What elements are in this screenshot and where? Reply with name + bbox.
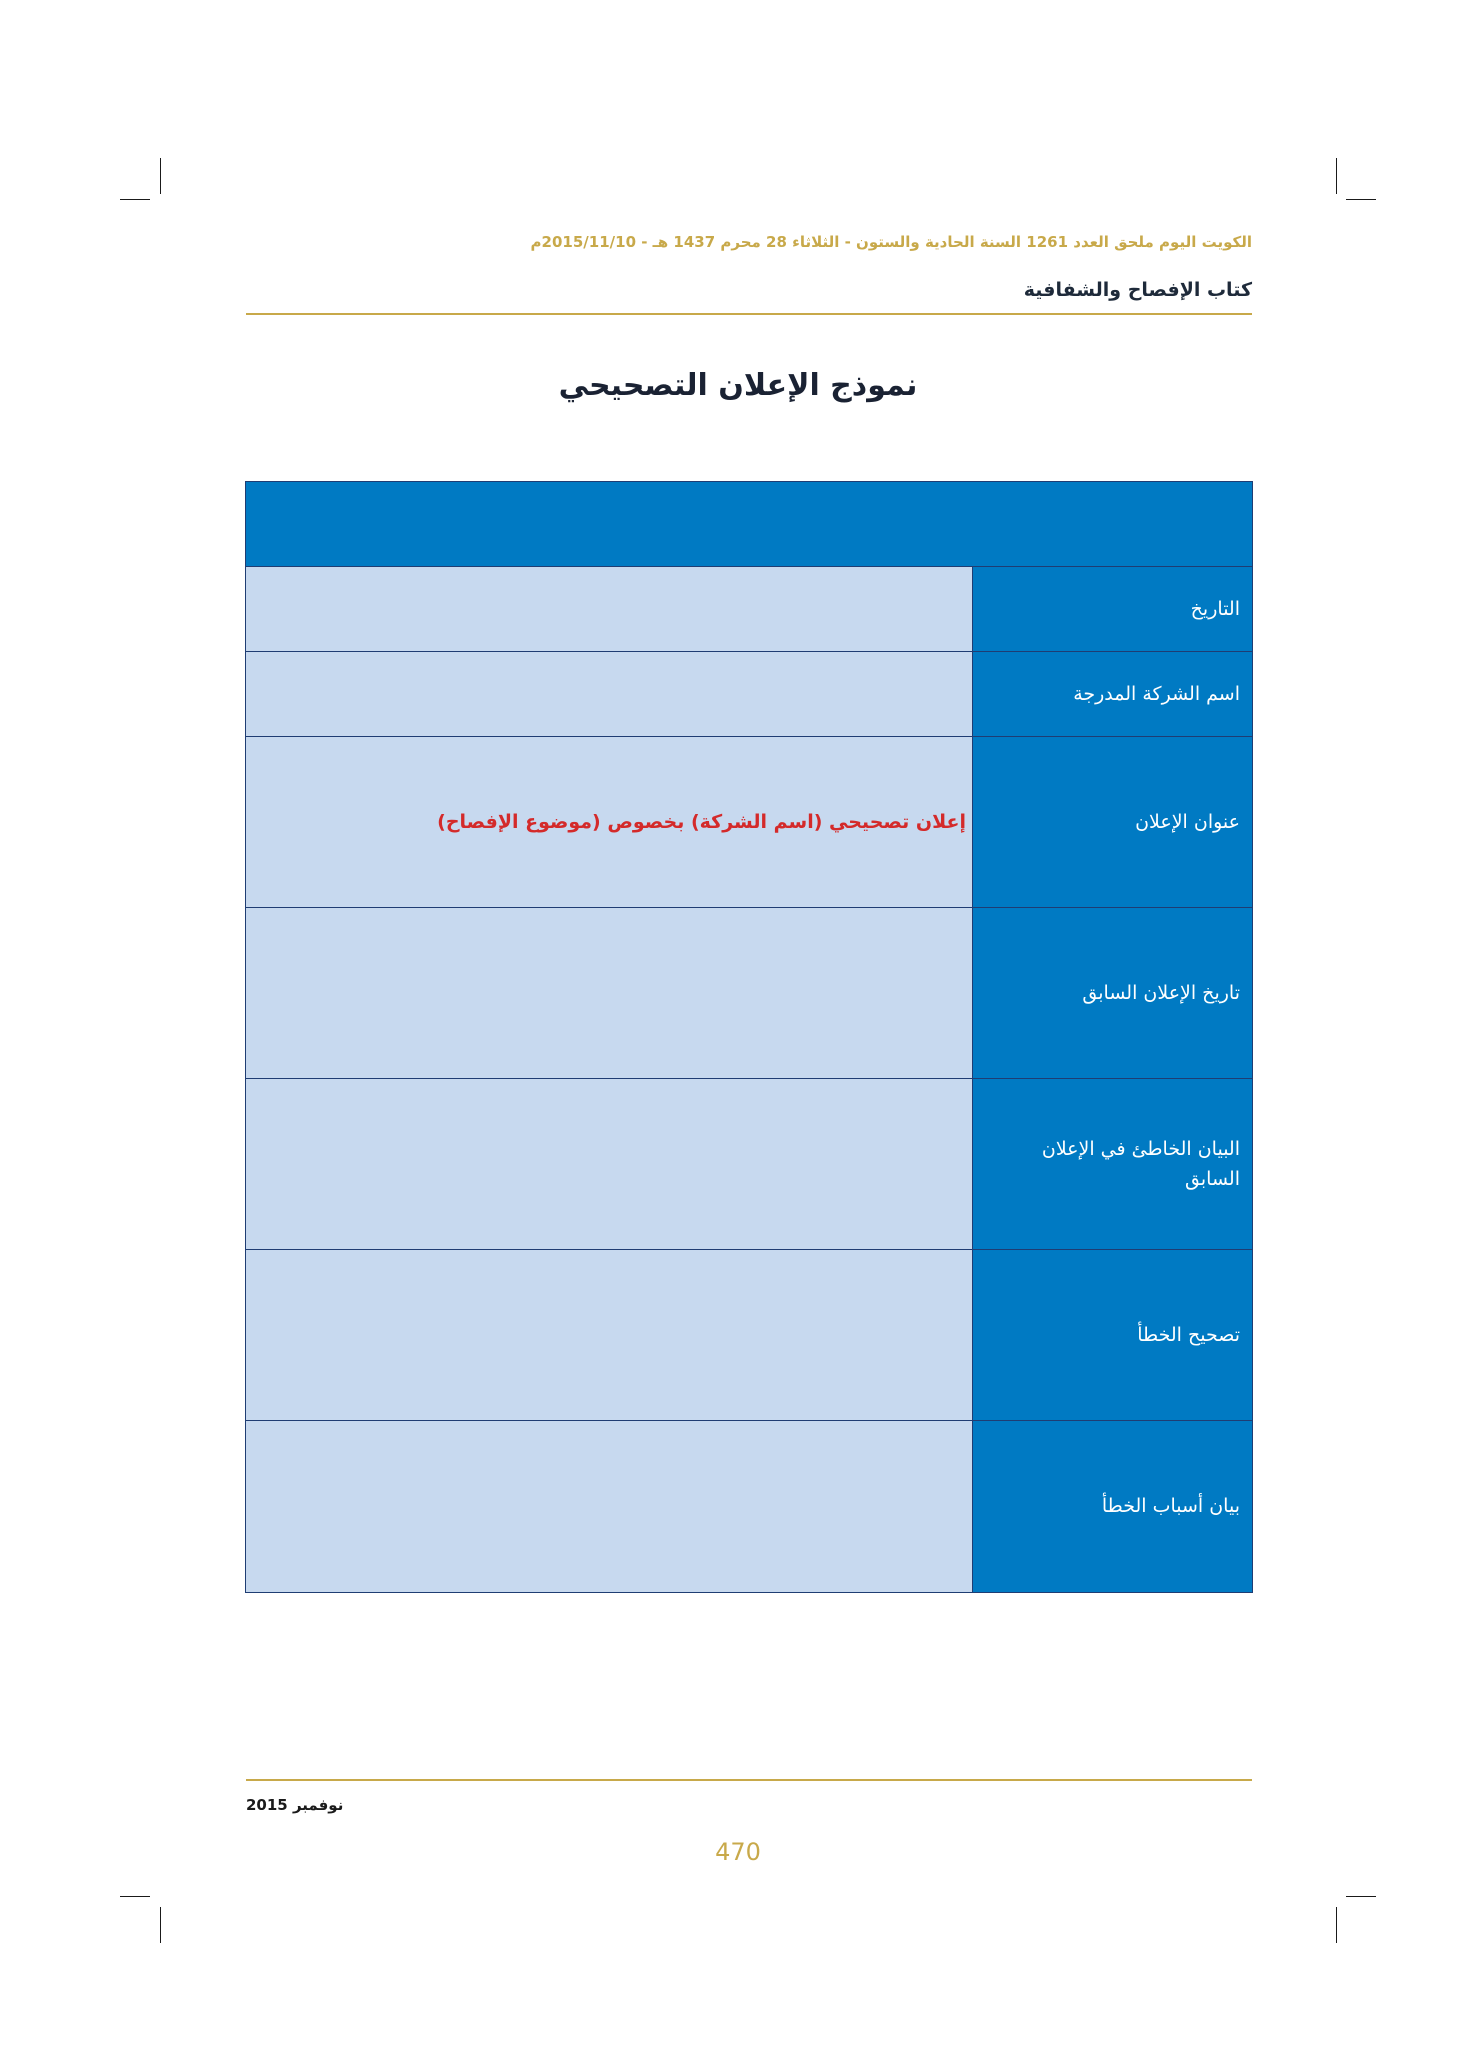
header-rule	[246, 313, 1252, 315]
row-label: اسم الشركة المدرجة	[972, 652, 1252, 736]
crop-mark-top-left-h	[120, 199, 150, 200]
form-row-error-correction	[246, 1250, 1252, 1421]
form-row-previous-date	[246, 908, 1252, 1079]
row-label: تاريخ الإعلان السابق	[972, 908, 1252, 1078]
row-value	[246, 1421, 972, 1592]
row-value	[246, 567, 972, 651]
form-title: نموذج الإعلان التصحيحي	[558, 368, 918, 403]
form-row-wrong-statement	[246, 1079, 1252, 1250]
row-value	[246, 908, 972, 1078]
form-row-company-name	[246, 652, 1252, 737]
form-header-band	[246, 482, 1252, 567]
row-label: البيان الخاطئ في الإعلان السابق	[972, 1079, 1252, 1249]
page-number: 470	[715, 1838, 761, 1866]
form-row-error-reasons	[246, 1421, 1252, 1592]
section-title: كتاب الإفصاح والشفافية	[1023, 279, 1252, 301]
crop-mark-bottom-right-v	[1336, 1907, 1337, 1943]
crop-mark-bottom-left-v	[160, 1907, 161, 1943]
row-value	[246, 1250, 972, 1420]
crop-mark-top-right-v	[1336, 158, 1337, 194]
row-value	[246, 652, 972, 736]
crop-mark-bottom-left-h	[120, 1896, 150, 1897]
crop-mark-bottom-right-h	[1346, 1896, 1376, 1897]
correction-form-table	[245, 481, 1253, 1593]
form-row-announcement-title	[246, 737, 1252, 908]
form-row-date	[246, 567, 1252, 652]
row-label: بيان أسباب الخطأ	[972, 1421, 1252, 1592]
row-label: عنوان الإعلان	[972, 737, 1252, 907]
footer-rule	[246, 1779, 1252, 1781]
crop-mark-top-right-h	[1346, 199, 1376, 200]
running-head: الكويت اليوم ملحق العدد 1261 السنة الحادية والستون - الثلاثاء 28 محرم 1437 هـ - 2015/11/10م	[530, 233, 1252, 251]
row-label: تصحيح الخطأ	[972, 1250, 1252, 1420]
row-value	[246, 1079, 972, 1249]
crop-mark-top-left-v	[160, 158, 161, 194]
footer-date: نوفمبر 2015	[246, 1796, 344, 1814]
row-value-announcement-title: إعلان تصحيحي (اسم الشركة) بخصوص (موضوع الإفصاح)	[246, 737, 972, 907]
row-label: التاريخ	[972, 567, 1252, 651]
